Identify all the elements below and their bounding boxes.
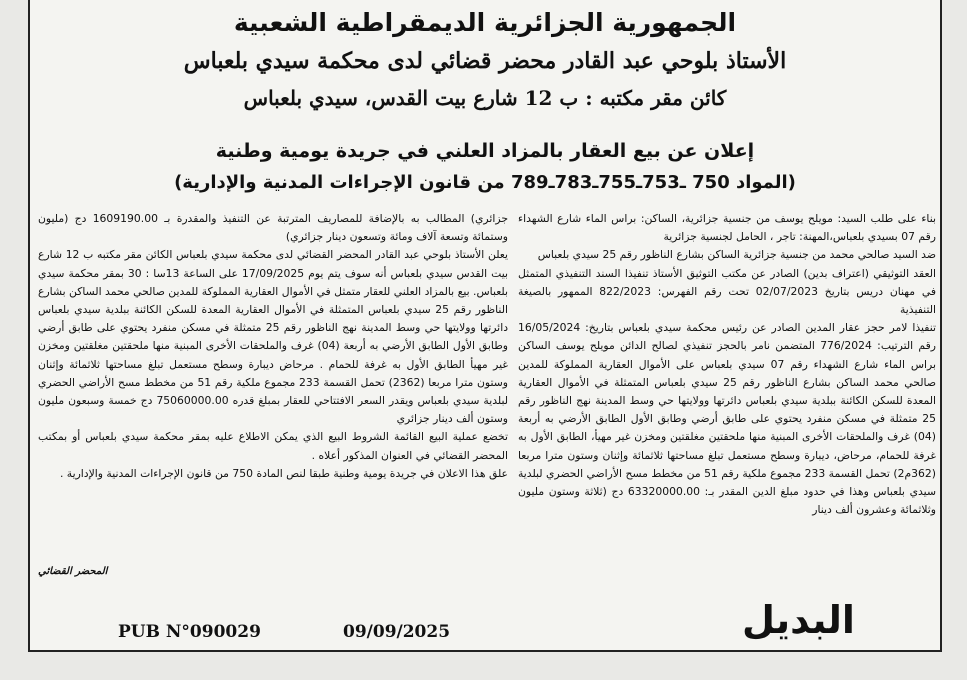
paragraph: تنفيذا لامر حجز عقار المدين الصادر عن رئيس محكمة سيدي بلعباس بتاريخ: 16/05/2024 رقم الترتيب: 776/2024 المتضمن نامر بالحجز تنفيذي لصالح الدائن مويلح يوسف الساكن براس الماء شارع الشهداء رقم 07 سيدي بلعباس على الأموال العقارية المملوكة للمدين صالحي محمد الساكن بشارع الناظور رقم 25 سيدي بلعباس المتمثلة في الأموال العقارية المعدة للسكن الكائنة ببلدية سيدي بلعباس دائرتها وولايتها حي وسط المدينة نهج الناظور رقم 25 متمثلة في مسكن منفرد يحتوي على طابق أرضي وطابق الأول الطابق الأرضي به أربعة (04) غرف والملحقات الأخرى المبنية منها ملحقتين مغلقتين ومخزن غير مهيأ، الطابق الأول به غرفة للحمام، مرحاض، ديبارة وسطح مستعمل تبلغ مساحتها ثلاثمائة وإثنان وستون مترا مربعا (362م2) تحمل القسمة 233 مجموع ملكية رقم 51 من مخطط مسح الأراضي الحضري لبلدية سيدي بلعباس وهذا في حدود مبلغ الدين المقدر بـ: 63320000.00 دج (ثلاثة وستون مليون وثلاثمائة وعشرون ألف دينار bbox=[518, 321, 936, 517]
bailiff-heading: الأستاذ بلوحي عبد القادر محضر قضائي لدى محكمة سيدي بلعباس bbox=[183, 48, 787, 74]
left-column bbox=[38, 210, 508, 483]
paragraph: تخضع عملية البيع القائمة الشروط البيع الذي يمكن الاطلاع عليه بمقر محكمة سيدي بلعباس أو بمكتب المحضر القضائي في العنوان المذكور أعلاه . bbox=[38, 430, 508, 462]
office-address: كائن مقر مكتبه : ب 12 شارع بيت القدس، سيدي بلعباس bbox=[243, 86, 727, 110]
newspaper-name: البديل bbox=[742, 598, 855, 642]
right-column bbox=[518, 210, 936, 519]
republic-heading: الجمهورية الجزائرية الديمقراطية الشعبية bbox=[233, 8, 737, 37]
pub-number: PUB N°090029 bbox=[118, 622, 261, 642]
paragraph: العقد التوثيقي (اعتراف بدين) الصادر عن مكتب التوثيق الأستاذ تنفيذا السند التنفيذي المتمثل في مهنان دريس بتاريخ 02/07/2023 تحت رقم الفهرس: 822/2023 الممهور بالصيغة التنفيذية bbox=[518, 266, 936, 317]
bailiff-signature: المحضر القضائي bbox=[38, 566, 108, 577]
paragraph: علق هذا الاعلان في جريدة يومية وطنية طبقا لنص المادة 750 من قانون الإجراءات المدنية والإدارية . bbox=[59, 466, 508, 480]
paragraph: جزائري) المطالب به بالإضافة للمصاريف المترتبة عن التنفيذ والمقدرة بـ 1609190.00 دج (مليون وستمائة وتسعة آلاف ومائة وتسعون دينار جزائري) bbox=[38, 212, 508, 244]
notice-articles: (المواد 750 ـ753ـ755ـ783ـ789 من قانون الإجراءات المدنية والإدارية) bbox=[174, 172, 796, 193]
paragraph: يعلن الأستاذ بلوحي عبد القادر المحضر القضائي لدى محكمة سيدي بلعباس الكائن مقر مكتبه ب 12 شارع بيت القدس سيدي بلعباس أنه سوف يتم يوم 17/09/2025 على الساعة 13سا : 30 بمقر محكمة سيدي بلعباس. بيع بالمزاد العلني للعقار متمثل في الأموال العقارية المملوكة للمدين صالحي محمد الساكن بشارع الناظور رقم 25 سيدي بلعباس المتمثلة في الأموال العقارية المعدة للسكن الكائنة ببلدية سيدي بلعباس دائرتها وولايتها حي وسط المدينة نهج الناظور رقم 25 متمثلة في مسكن منفرد يحتوي على طابق أرضي وطابق الأول الطابق الأرضي به أربعة (04) غرف والملحقات الأخرى المبنية منها ملحقتين مغلقتين ومخزن غير مهيأ الطابق الأول به غرفة للحمام . مرحاض ديبارة وسطح مستعمل تبلغ مساحتها ثلاثمائة وإثنان وستون مترا مربعا (2362) تحمل القسمة 233 مجموع ملكية رقم 51 من مخطط مسح الأراضي الحضري لبلدية سيدي بلعباس ويقدر السعر الافتتاحي للعقار بمبلغ قدره 75060000.00 دج خمسة وسبعون مليون وستون ألف دينار جزائري bbox=[38, 248, 509, 426]
paragraph: بناء على طلب السيد: مويلح يوسف من جنسية جزائرية، الساكن: براس الماء شارع الشهداء رقم 07 بسيدي بلعباس،المهنة: تاجر ، الحامل لجنسية جزائرية bbox=[518, 212, 936, 244]
notice-title: إعلان عن بيع العقار بالمزاد العلني في جريدة يومية وطنية bbox=[215, 140, 755, 162]
paragraph: ضد السيد صالحي محمد من جنسية جزائرية الساكن بشارع الناظور رقم 25 سيدي بلعباس bbox=[537, 248, 936, 262]
notice-frame bbox=[28, 0, 942, 652]
publication-date: 09/09/2025 bbox=[343, 622, 451, 642]
